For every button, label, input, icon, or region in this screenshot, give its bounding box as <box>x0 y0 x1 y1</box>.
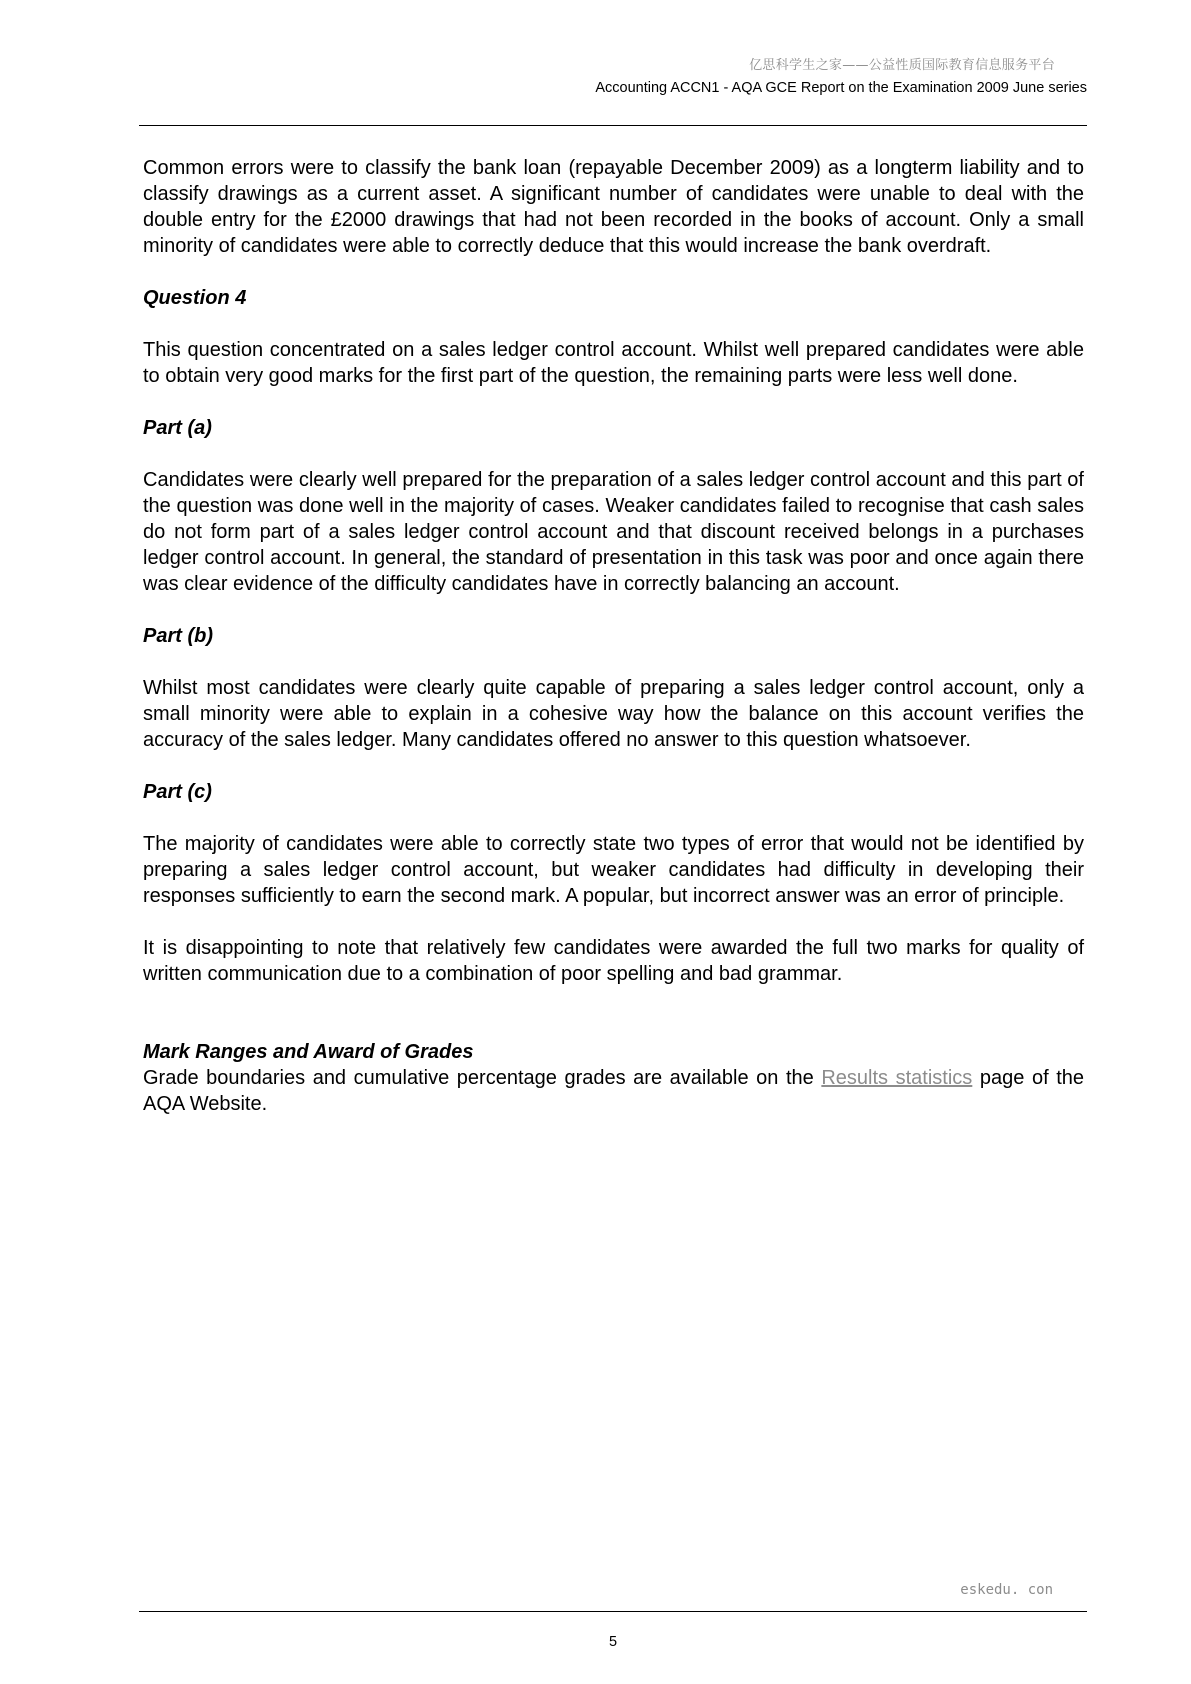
header-rule <box>139 125 1087 126</box>
question-4-heading: Question 4 <box>143 287 247 309</box>
part-b-paragraph: Whilst most candidates were clearly quite capable of preparing a sales ledger control account, only a small minority were able to explain in a cohesive way how the balance on this account verifies the accuracy of the sales ledger. Many candidates offered no answer to this question whatsoever. <box>143 677 1084 751</box>
part-b-heading: Part (b) <box>143 625 213 647</box>
section-spacer <box>143 1013 1084 1039</box>
footer-rule <box>139 1611 1087 1612</box>
part-a-heading: Part (a) <box>143 417 212 439</box>
part-c-heading: Part (c) <box>143 781 212 803</box>
results-statistics-link[interactable]: Results statistics <box>821 1067 973 1089</box>
header-watermark: 亿思科学生之家——公益性质国际教育信息服务平台 <box>749 58 1055 73</box>
qwc-paragraph: It is disappointing to note that relatively few candidates were awarded the full two marks for quality of written communication due to a combination of poor spelling and bad grammar. <box>143 937 1084 985</box>
part-c-paragraph: The majority of candidates were able to correctly state two types of error that would not be identified by preparing a sales ledger control account, but weaker candidates had difficulty in developing their responses sufficiently to earn the second mark. A popular, but incorrect answer was an error of principle. <box>143 833 1084 907</box>
page-number: 5 <box>608 1634 618 1650</box>
header-title: Accounting ACCN1 - AQA GCE Report on the Examination 2009 June series <box>595 80 1087 96</box>
grades-heading: Mark Ranges and Award of Grades <box>143 1041 474 1063</box>
page-content <box>143 155 1084 1143</box>
grades-text-before: Grade boundaries and cumulative percentage grades are available on the <box>143 1067 822 1089</box>
grades-paragraph <box>143 1065 1084 1117</box>
question-4-paragraph: This question concentrated on a sales ledger control account. Whilst well prepared candidates were able to obtain very good marks for the first part of the question, the remaining parts were less well done. <box>143 339 1084 387</box>
grades-text-after: page of the AQA Website. <box>143 1067 1084 1115</box>
part-a-paragraph: Candidates were clearly well prepared for the preparation of a sales ledger control account and this part of the question was done well in the majority of cases. Weaker candidates failed to recognise that cash sales do not form part of a sales ledger control account and that discount received belongs in a purchases ledger control account. In general, the standard of presentation in this task was poor and once again there was clear evidence of the difficulty candidates have in correctly balancing an account. <box>143 469 1084 595</box>
footer-watermark: eskedu. con <box>960 1582 1053 1598</box>
intro-paragraph: Common errors were to classify the bank loan (repayable December 2009) as a longterm liability and to classify drawings as a current asset. A significant number of candidates were unable to deal with the double entry for the £2000 drawings that had not been recorded in the books of account. Only a small minority of candidates were able to correctly deduce that this would increase the bank overdraft. <box>143 157 1084 257</box>
